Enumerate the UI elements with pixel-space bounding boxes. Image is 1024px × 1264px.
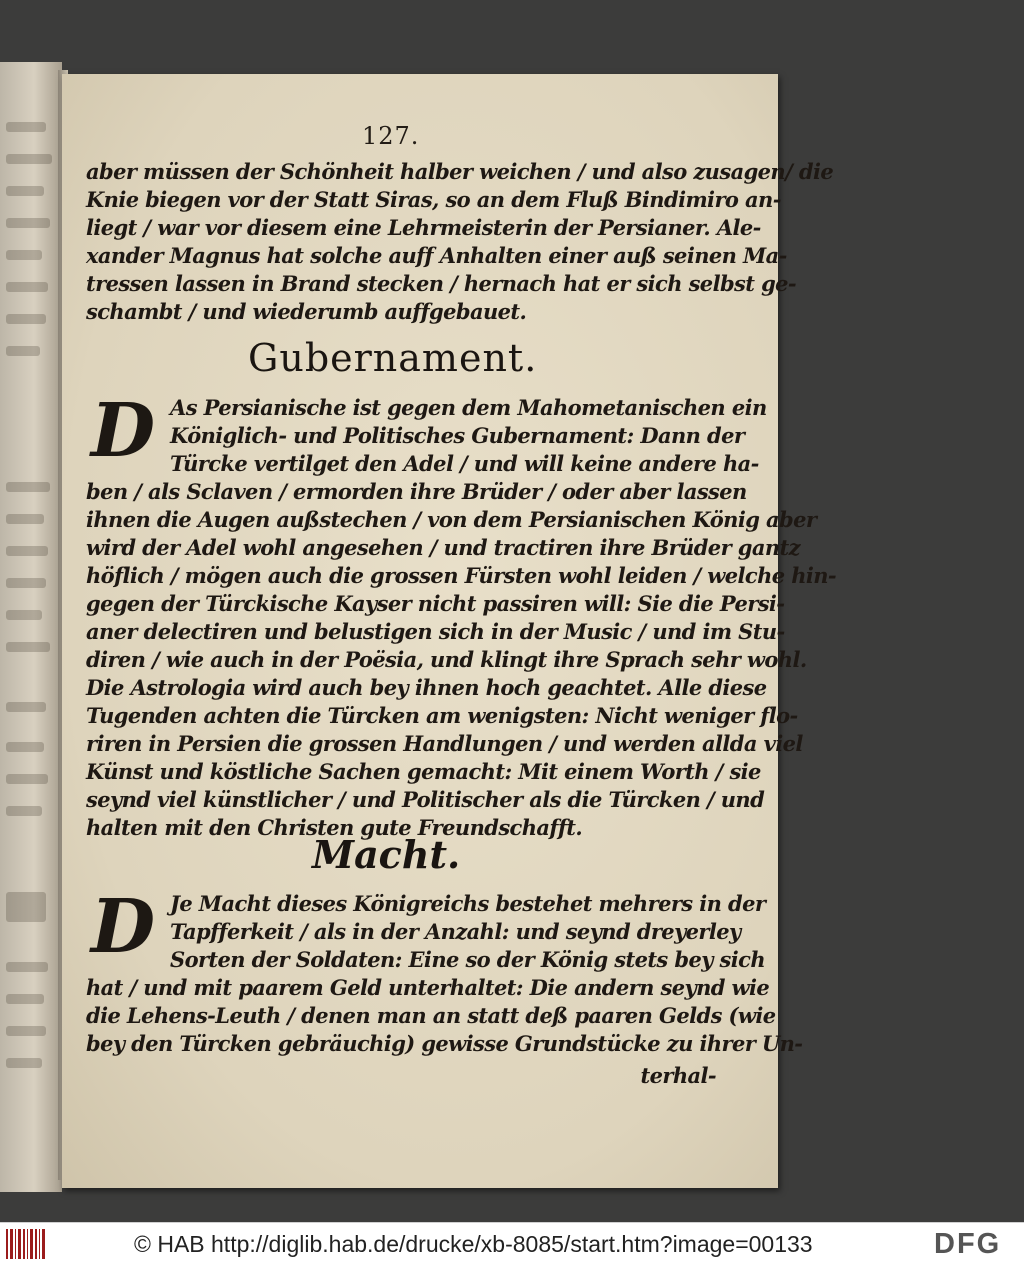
text-line: Türcke vertilget den Adel / und will keine andere ha- (170, 451, 759, 476)
source-credit-link[interactable]: © HAB http://diglib.hab.de/drucke/xb-8085/start.htm?image=00133 (134, 1231, 813, 1257)
text-line: seynd viel künstlicher / und Politischer als die Türcken / und (86, 787, 765, 812)
text-line: aber müssen der Schönheit halber weichen / und also zusagen/ die (86, 159, 834, 184)
text-line: schambt / und wiederumb auffgebauet. (86, 299, 527, 324)
text-line: tressen lassen in Brand stecken / hernach hat er sich selbst ge- (86, 271, 797, 296)
catchword: terhal- (640, 1063, 716, 1088)
text-line: die Lehens-Leuth / denen man an statt deß paaren Gelds (wie (86, 1003, 776, 1028)
text-line: ihnen die Augen außstechen / von dem Persianischen König aber (86, 507, 817, 532)
text-line: ben / als Sclaven / ermorden ihre Brüder / oder aber lassen (86, 479, 747, 504)
text-line: Künst und köstliche Sachen gemacht: Mit einem Worth / sie (86, 759, 761, 784)
viewer-footer (0, 1222, 1024, 1264)
text-line: bey den Türcken gebräuchig) gewisse Grundstücke zu ihrer Un- (86, 1031, 803, 1056)
text-line: Sorten der Soldaten: Eine so der König stets bey sich (170, 947, 765, 972)
text-line: liegt / war vor diesem eine Lehrmeisterin der Persianer. Ale- (86, 215, 761, 240)
text-line: Die Astrologia wird auch bey ihnen hoch geachtet. Alle diese (86, 675, 767, 700)
text-line: riren in Persien die grossen Handlungen / und werden allda viel (86, 731, 803, 756)
text-line: aner delectiren und belustigen sich in der Music / und im Stu- (86, 619, 785, 644)
decorated-initial: D (90, 884, 156, 970)
text-line: Knie biegen vor der Statt Siras, so an dem Fluß Bindimiro an- (86, 187, 781, 212)
section-heading-gubernament: Gubernament. (248, 336, 538, 380)
text-line: diren / wie auch in der Poësia, und klingt ihre Sprach sehr wohl. (86, 647, 807, 672)
page-number: 127. (362, 122, 420, 150)
barcode-icon (6, 1229, 46, 1259)
text-line: halten mit den Christen gute Freundschafft. (86, 815, 583, 840)
text-line: Je Macht dieses Königreichs bestehet mehrers in der (170, 891, 766, 916)
decorated-initial: D (90, 388, 156, 474)
text-line: Königlich- und Politisches Gubernament: Dann der (170, 423, 745, 448)
dfg-logo: DFG (934, 1228, 1002, 1260)
text-line: wird der Adel wohl angesehen / und tractiren ihre Brüder gantz (86, 535, 800, 560)
text-line: xander Magnus hat solche auff Anhalten einer auß seinen Ma- (86, 243, 787, 268)
book-page (62, 74, 837, 1188)
text-line: höflich / mögen auch die grossen Fürsten wohl leiden / welche hin- (86, 563, 837, 588)
text-line: hat / und mit paarem Geld unterhaltet: Die andern seynd wie (86, 975, 770, 1000)
facing-page-edge (0, 62, 62, 1192)
section-heading-macht: Macht. (312, 832, 461, 877)
text-line: gegen der Türckische Kayser nicht passiren will: Sie die Persi- (86, 591, 785, 616)
text-line: As Persianische ist gegen dem Mahometanischen ein (170, 395, 767, 420)
text-line: Tugenden achten die Türcken am wenigsten: Nicht weniger flo- (86, 703, 798, 728)
text-line: Tapfferkeit / als in der Anzahl: und seynd dreyerley (170, 919, 741, 944)
